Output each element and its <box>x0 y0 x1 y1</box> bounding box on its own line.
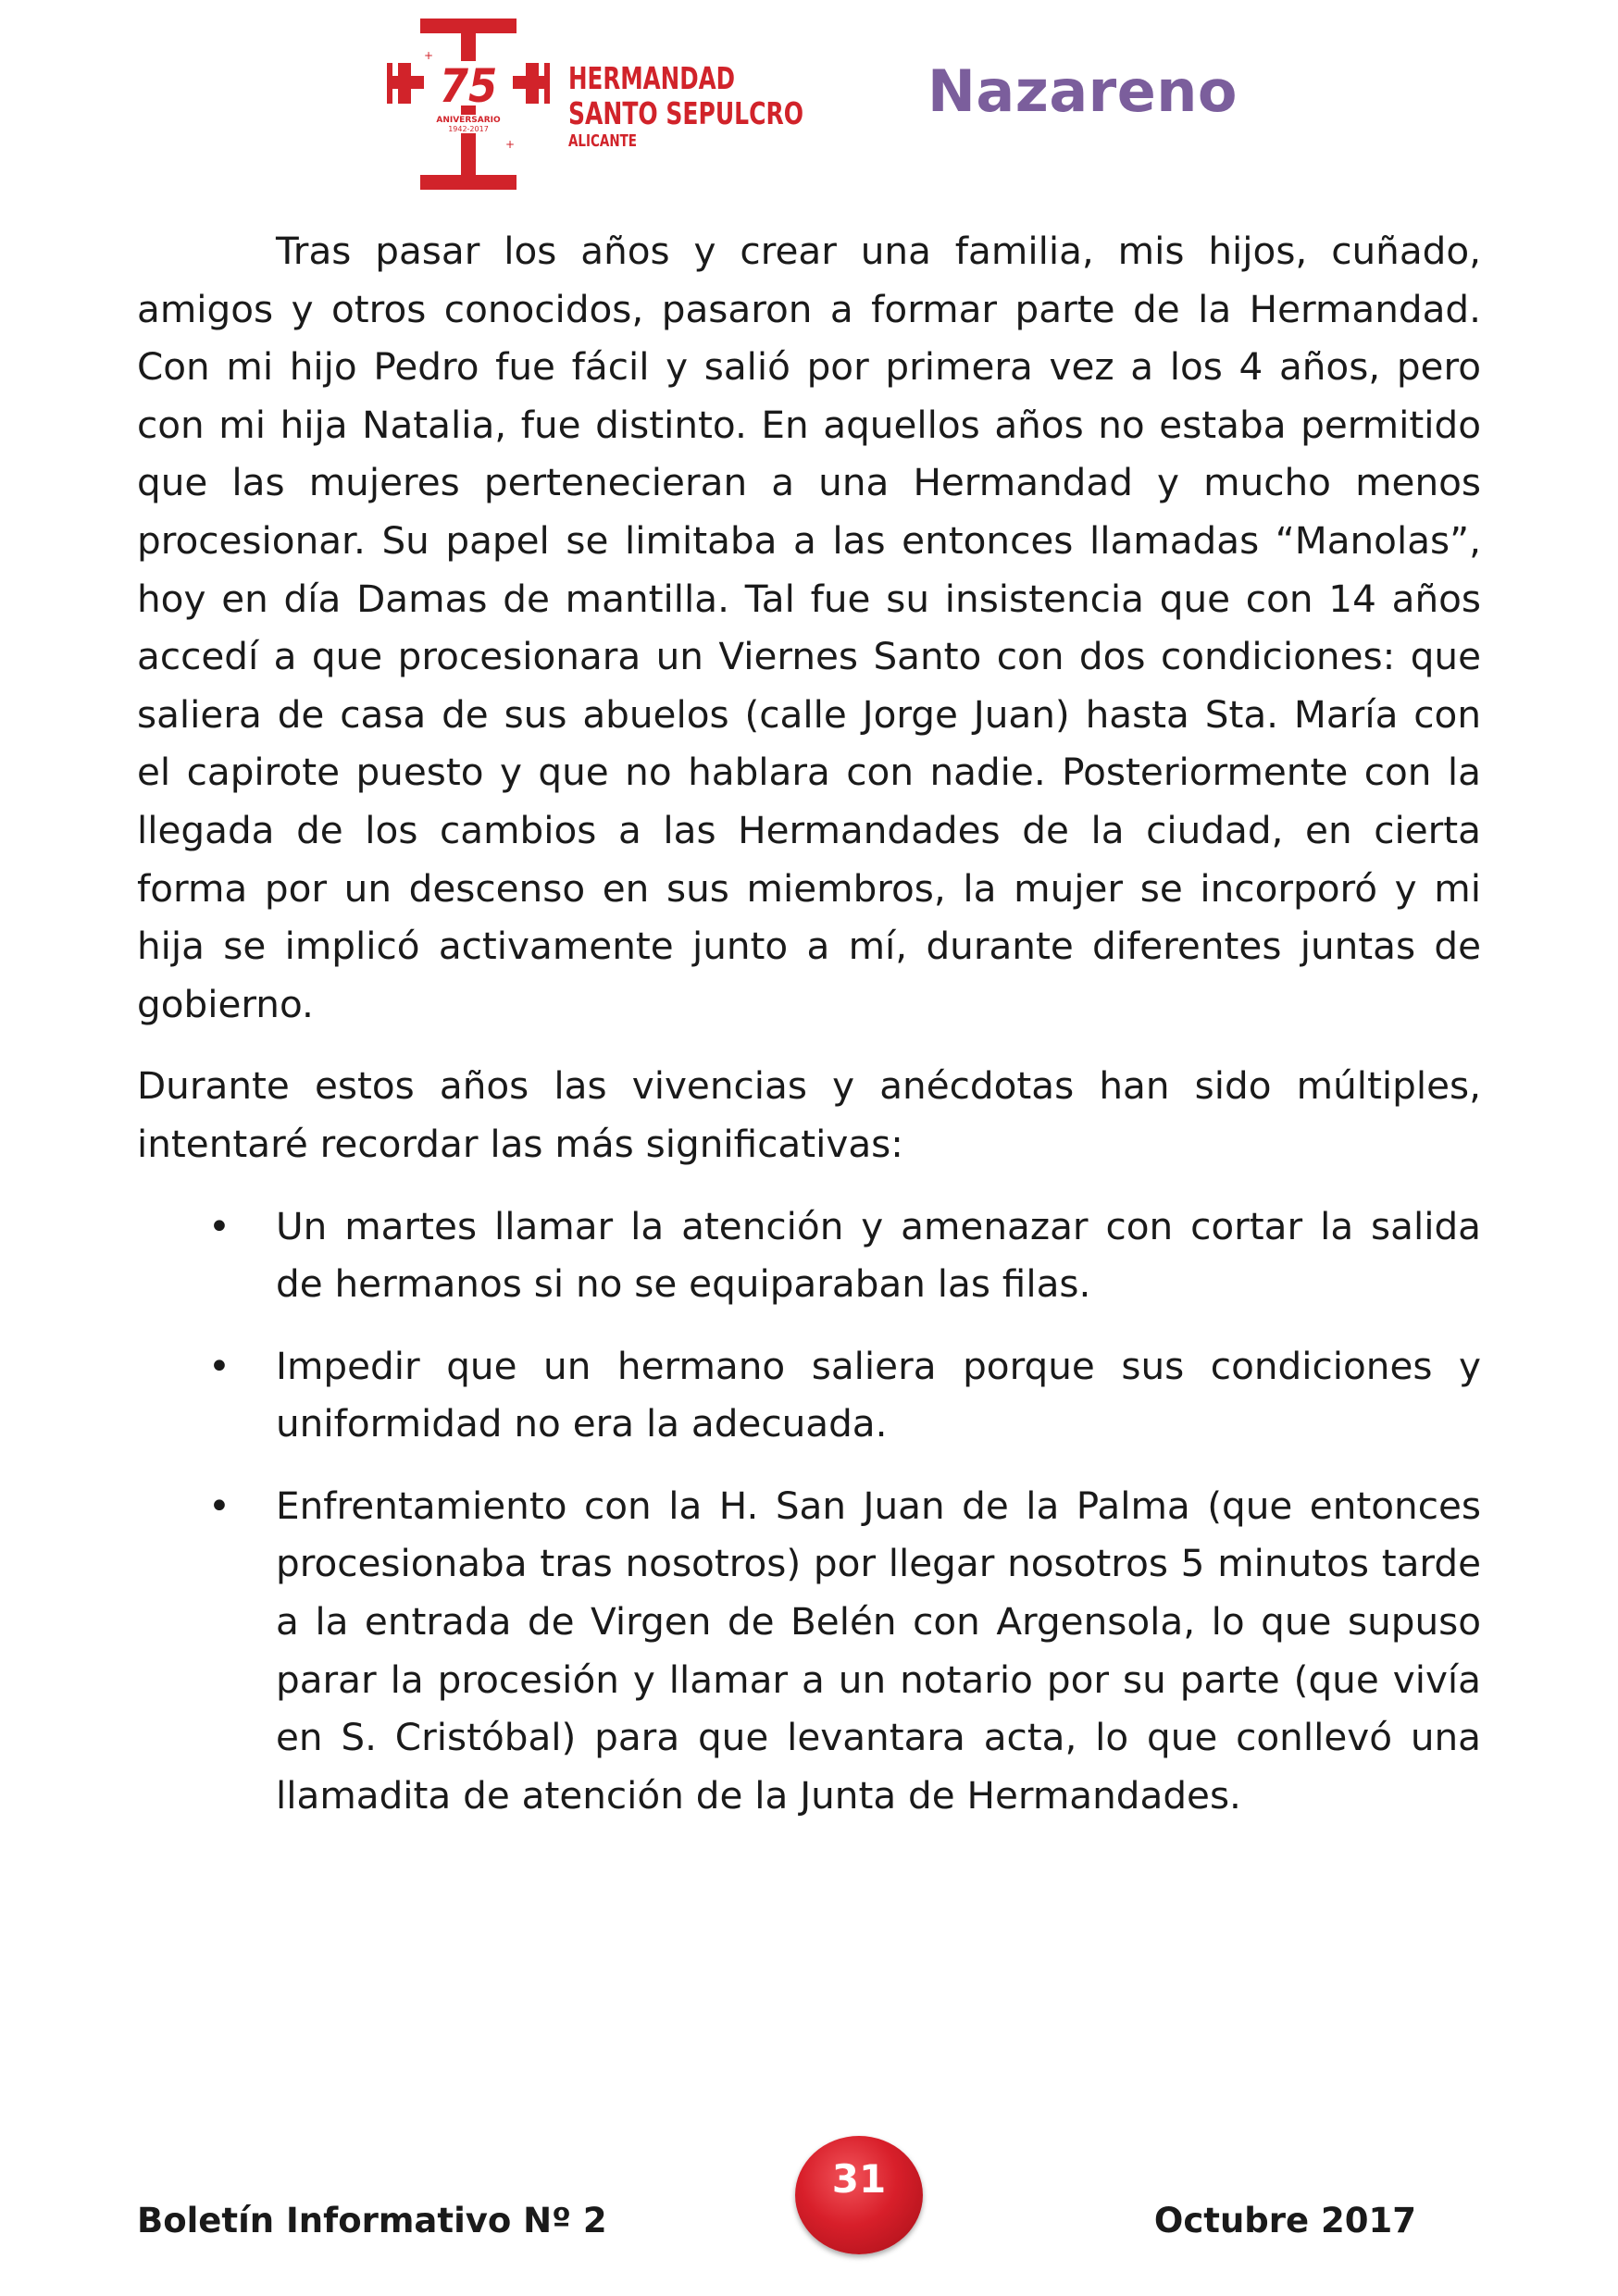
page-header <box>0 0 1618 204</box>
star-icon: + <box>505 138 516 151</box>
logo-line-alicante: ALICANTE <box>568 131 637 151</box>
list-item-text: Impedir que un hermano saliera porque sus condiciones y uniformidad no era la adecuada. <box>276 1343 1481 1446</box>
list-item <box>208 1198 1481 1313</box>
list-item-text: Un martes llamar la atención y amenazar con cortar la salida de hermanos si no se equiparaban las filas. <box>276 1203 1481 1307</box>
page-number-badge <box>795 2136 923 2254</box>
logo-anniversary-years: 1942-2017 <box>448 125 489 133</box>
logo-anniversary-word: ANIVERSARIO <box>436 116 501 125</box>
list-item <box>208 1477 1481 1825</box>
paragraph: Durante estos años las vivencias y anécdotas han sido múltiples, intentaré recordar las más significativas: <box>137 1063 1481 1166</box>
list-item <box>208 1337 1481 1453</box>
bulletin-title: Boletín Informativo Nº 2 <box>137 2201 607 2240</box>
logo-line-santo-sepulcro: SANTO SEPULCRO <box>568 95 803 131</box>
bullet-icon: • <box>208 1343 230 1388</box>
hermandad-logo-graphic <box>387 19 822 190</box>
bulletin-date: Octubre 2017 <box>1153 2201 1416 2240</box>
article-body <box>137 222 1481 1848</box>
bullet-icon: • <box>208 1483 230 1528</box>
anecdote-list <box>137 1198 1481 1825</box>
page-number: 31 <box>831 2156 887 2202</box>
paragraph: Tras pasar los años y crear una familia, mis hijos, cuñado, amigos y otros conocidos, pasaron a formar parte de la Hermandad. Con mi hijo Pedro fue fácil y salió por primera vez a los 4 años, pero con mi hija Natalia, fue distinto. En aquellos años no estaba permitido que las mujeres pertenecieran a una Hermandad y mucho menos procesionar. Su papel se limitaba a las entonces llamadas “Manolas”, hoy en día Damas de mantilla. Tal fue su insistencia que con 14 años accedí a que procesionara un Viernes Santo con dos condiciones: que saliera de casa de sus abuelos (calle Jorge Juan) hasta Sta. María con el capirote puesto y que no hablara con nadie. Posteriormente con la llegada de los cambios a las Hermandades de la ciudad, en cierta forma por un descenso en sus miembros, la mujer se incorporó y mi hija se implicó activamente junto a mí, durante diferentes juntas de gobierno. <box>137 229 1481 1026</box>
logo-anniversary-number: 75 <box>439 59 498 113</box>
bullet-icon: • <box>208 1203 230 1248</box>
list-item-text: Enfrentamiento con la H. San Juan de la Palma (que entonces procesionaba tras nosotros) por llegar nosotros 5 minutos tarde a la entrada de Virgen de Belén con Argensola, lo que supuso parar la procesión y llamar a un notario por su parte (que vivía en S. Cristóbal) para que levantara acta, lo que conllevó una llamadita de atención de la Junta de Hermandades. <box>276 1483 1481 1818</box>
logo-line-hermandad: HERMANDAD <box>568 60 735 96</box>
star-icon: + <box>424 49 434 62</box>
hermandad-logo <box>387 19 822 190</box>
section-title: Nazareno <box>927 57 1238 125</box>
